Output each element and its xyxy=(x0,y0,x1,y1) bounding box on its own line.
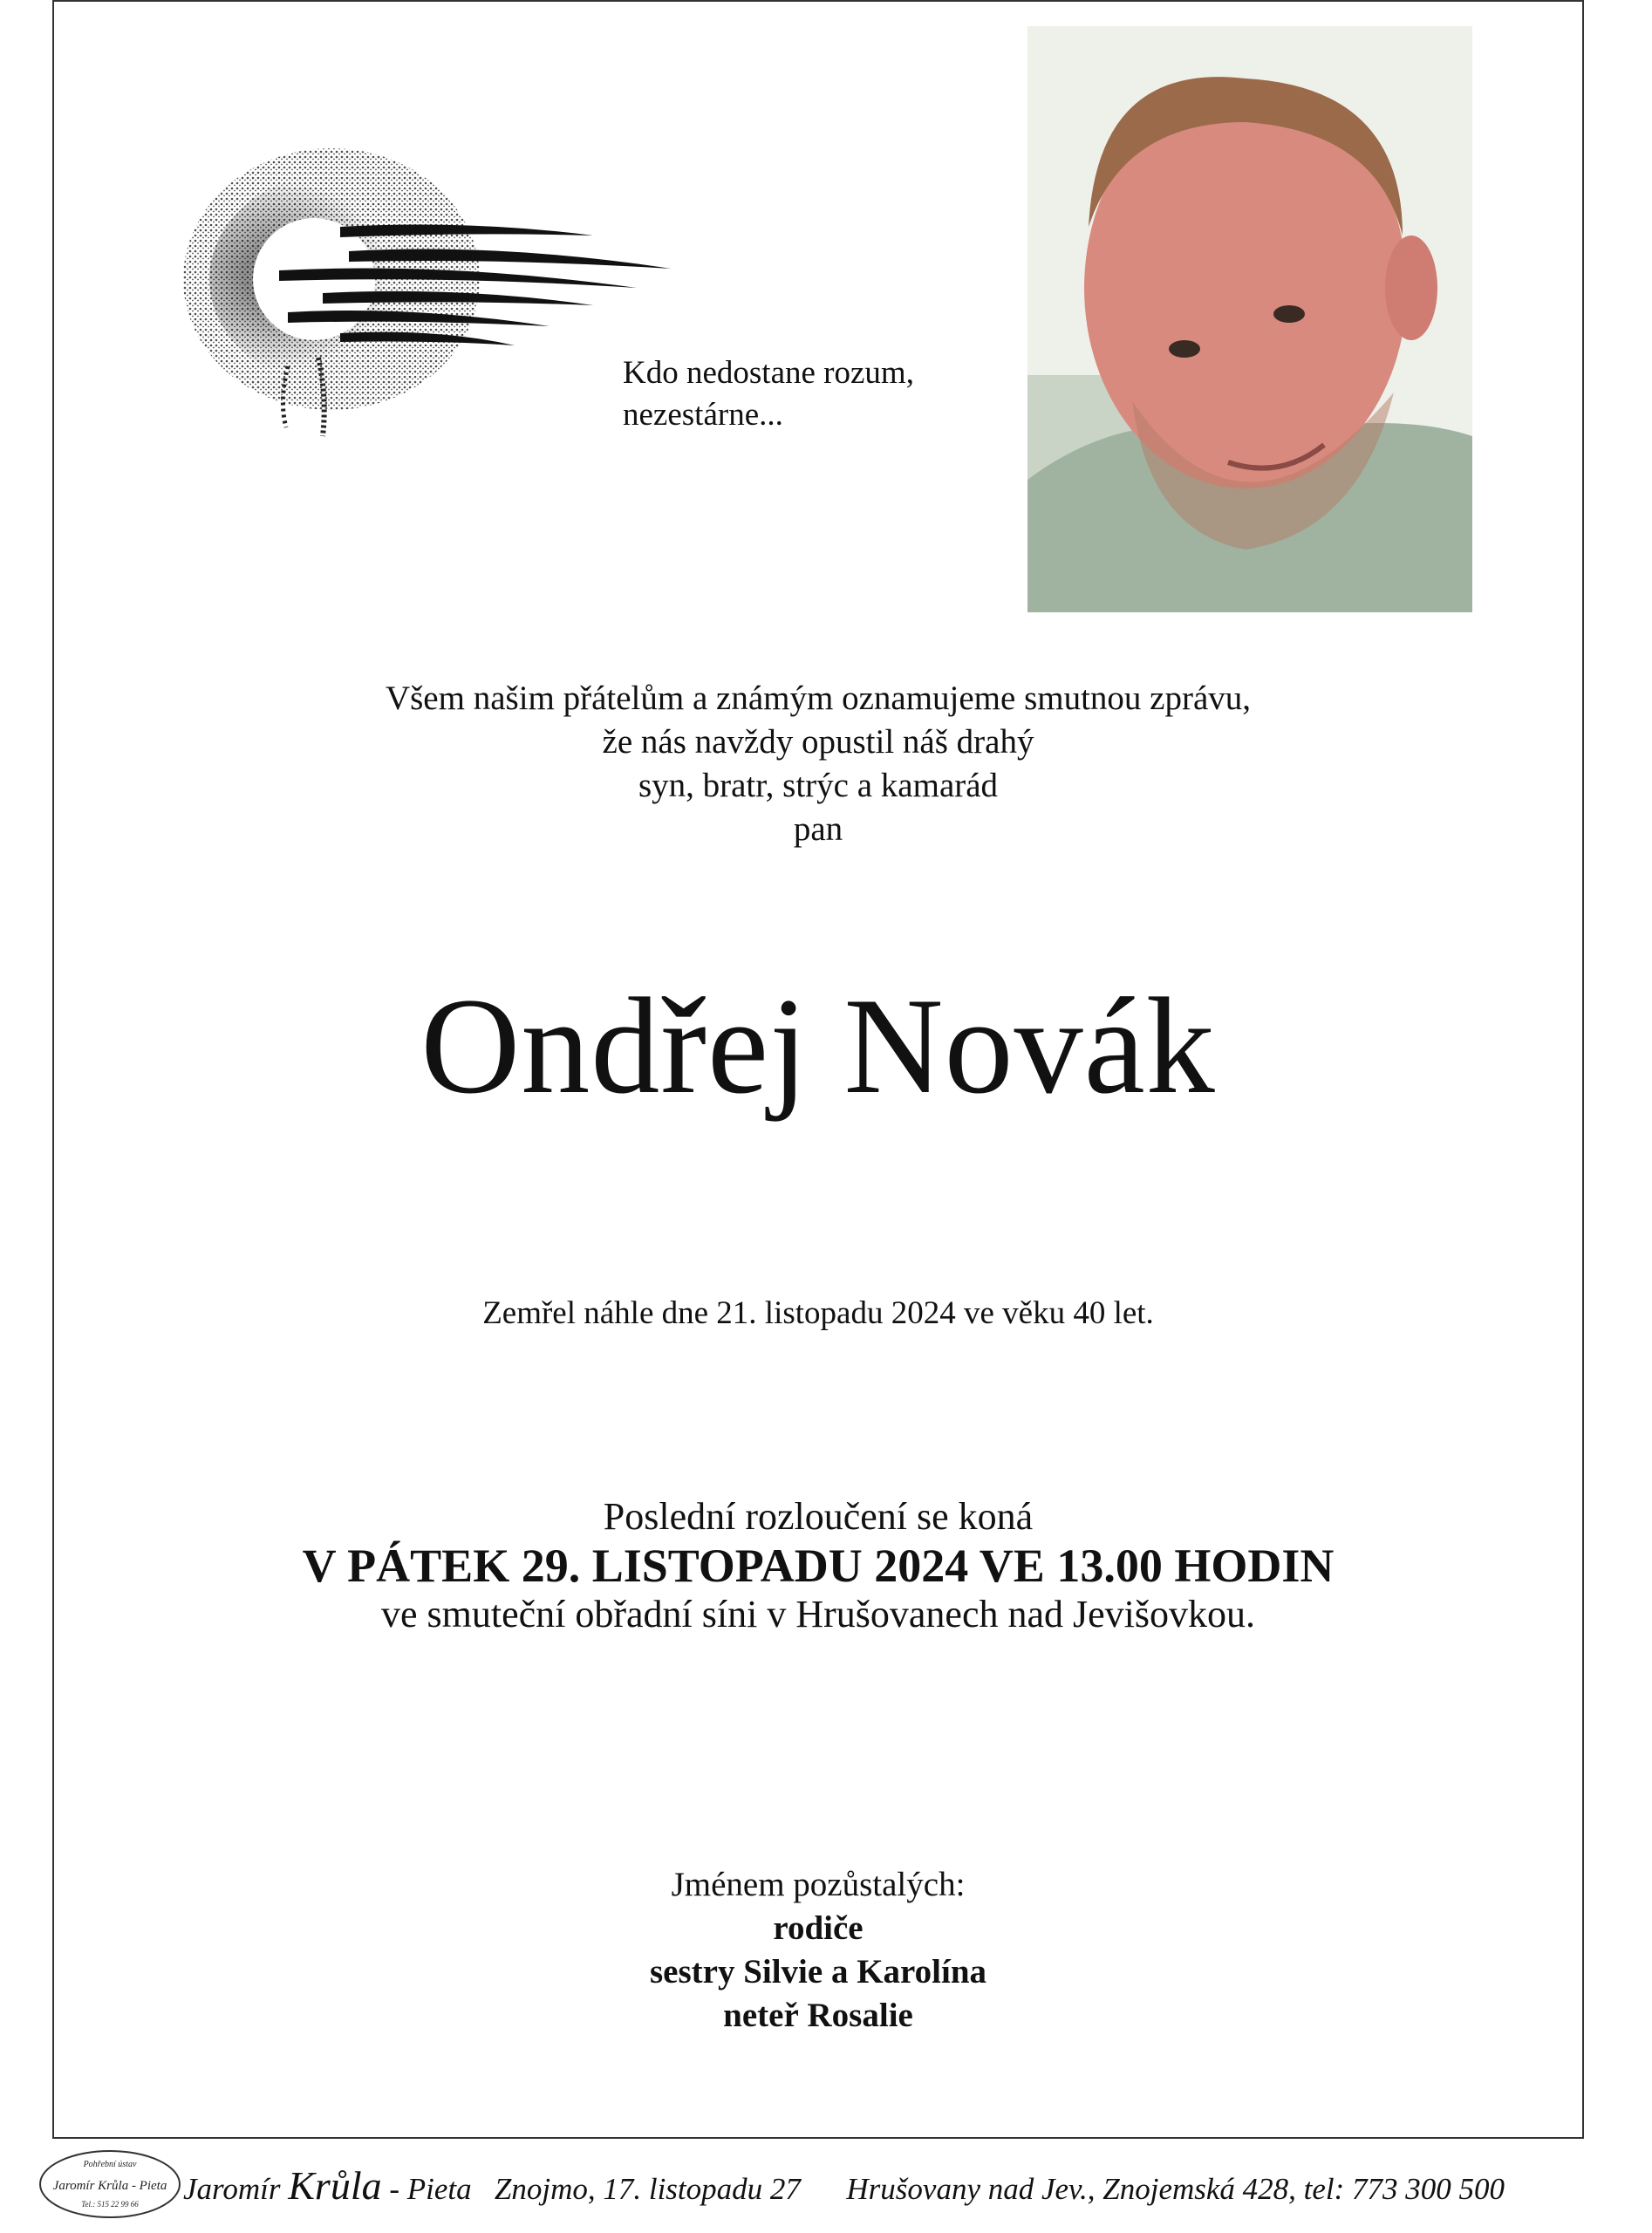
ceremony-info xyxy=(52,1493,1584,1638)
ceremony-date: V PÁTEK 29. LISTOPADU 2024 VE 13.00 HODIN xyxy=(302,1540,1335,1592)
moon-emblem-icon xyxy=(183,140,689,445)
intro-line: Všem našim přátelům a známým oznamujeme smutnou zprávu, xyxy=(385,679,1252,717)
intro-line: pan xyxy=(793,810,843,848)
intro-text xyxy=(52,677,1584,851)
footer-name-suffix: - Pieta xyxy=(381,2172,472,2206)
mourner-name: neteř Rosalie xyxy=(723,1997,913,2034)
motto-line: nezestárne... xyxy=(623,397,783,433)
footer-address-hrusovany: Hrušovany nad Jev., Znojemská 428, tel: 773 300 500 xyxy=(846,2172,1505,2206)
footer-contact xyxy=(183,2160,1622,2216)
footer-address-znojmo: Znojmo, 17. listopadu 27 xyxy=(494,2172,801,2206)
motto-line: Kdo nedostane rozum, xyxy=(623,355,914,391)
intro-line: že nás navždy opustil náš drahý xyxy=(602,723,1034,761)
deceased-name: Ondřej Novák xyxy=(420,970,1216,1123)
footer-brand: Krůla xyxy=(288,2163,382,2208)
motto xyxy=(623,352,914,436)
ceremony-line: Poslední rozloučení se koná xyxy=(603,1495,1034,1538)
mourners xyxy=(52,1863,1584,2038)
intro-line: syn, bratr, strýc a kamarád xyxy=(638,767,999,804)
ceremony-place: ve smuteční obřadní síni v Hrušovanech nad Jevišovkou. xyxy=(380,1593,1256,1635)
mourners-heading: Jménem pozůstalých: xyxy=(671,1866,966,1903)
mourner-name: sestry Silvie a Karolína xyxy=(649,1953,987,1991)
logo-bottom-text: Tel.: 515 22 99 66 xyxy=(81,2200,139,2209)
portrait-photo xyxy=(1027,26,1472,612)
logo-top-text: Pohřební ústav xyxy=(83,2160,137,2169)
logo-middle-text: Jaromír Krůla - Pieta xyxy=(52,2179,167,2193)
death-notice: Zemřel náhle dne 21. listopadu 2024 ve věku 40 let. xyxy=(482,1295,1154,1331)
footer-name-prefix: Jaromír xyxy=(183,2172,289,2206)
funeral-home-logo xyxy=(37,2148,183,2221)
mourner-name: rodiče xyxy=(773,1909,864,1947)
